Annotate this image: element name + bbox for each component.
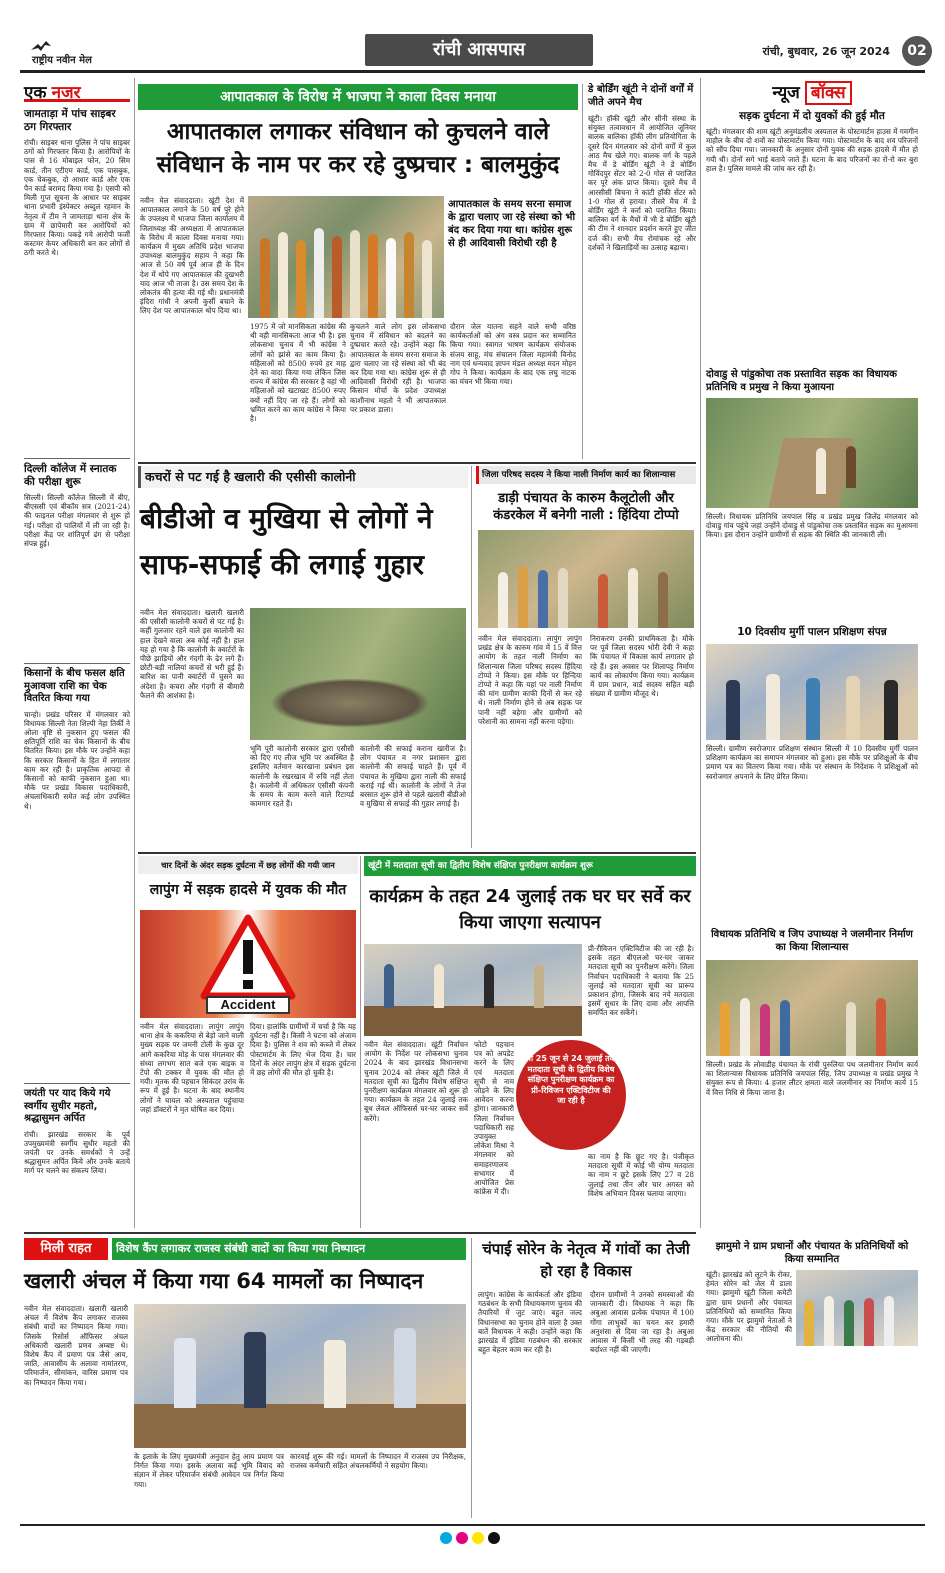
person-figure [824,1296,834,1346]
story6-headline: खलारी अंचल में किया गया 64 मामलों का निष्पादन [24,1269,424,1293]
column-rule [134,78,135,1228]
section-title-bar [365,34,593,66]
story2-headline: बीडीओ व मुखिया से लोगों ने साफ-सफाई की लगाई गुहार [140,502,433,581]
person-figure [386,238,396,318]
column-rule [471,1238,472,1518]
story3-kicker [476,466,696,484]
person-figure [394,1328,416,1408]
sidebar-item-body: सिल्ली। सिल्ली कॉलेज सिल्ली में बीए, बीएससी एवं बीकॉम सत्र (2021-24) की फाइनल परीक्षा मंगलवार से शुरू हो गई। परीक्षा दो पालियों में ली जा रही है। परीक्षा केंद्र पर शांतिपूर्ण ढंग से परीक्षा संपन्न हुई। [24,493,130,549]
page-number: 02 [907,43,927,59]
meeting-table [364,1006,582,1036]
registration-dot [440,1532,452,1544]
color-registration-marks [440,1532,510,1546]
story5-photo [364,944,582,1036]
column-rule [471,466,472,848]
story7-body-col2: दौरान ग्रामीणों ने उनको समस्याओं की जानकारी दी। विधायक ने कहा कि अबुआ आवास प्रत्येक पंचायत में 100 गोंगा लाभुकों का चयन कर हमारी अनुशंसा से दिया जा रहा है। अबुआ आवास में किसी भी तरह की गड़बड़ी बर्दाश्त नहीं की जाएगी। [590,1290,694,1355]
section-divider [24,1232,696,1234]
person-figure [518,566,528,628]
accident-graphic [140,910,356,1018]
person-figure [244,1332,266,1408]
newsbox-item [706,110,918,365]
sports-headline [588,84,696,109]
section-divider [138,462,696,464]
person-figure [484,964,494,1008]
footer-rule [20,1524,925,1526]
newsbox-item-body: सिल्ली। ग्रामीण स्वरोजगार प्रशिक्षण संस्थान सिल्ली में 10 दिवसीय मुर्गी पालन प्रशिक्षण कार्यक्रम का समापन मंगलवार को हुआ। इस मौके पर प्रशिक्षुओं के बीच प्रमाण पत्र का वितरण किया गया। मौके पर संस्थान के निदेशक ने प्रशिक्षुओं को स्वरोजगार अपनाने के लिए प्रेरित किया। [706,744,918,781]
newsbox-photo [796,1270,918,1346]
newsbox-header [706,80,918,102]
sports-headline-text: डे बोर्डिंग खूंटी ने दोनों वर्गों में जीते अपने मैच [588,84,694,108]
newsbox-item-body-continued [706,1350,918,1518]
person-figure [332,236,342,318]
story3-kicker-text: जिला परिषद सदस्य ने किया नाली निर्माण कार्य का शिलान्यास [482,470,676,480]
registration-dot [472,1532,484,1544]
story6-kicker: विशेष कैंप लगाकर राजस्व संबंधी वादों का किया गया निष्पादन [112,1238,466,1260]
accident-sign [206,996,290,1014]
story1-body-col1: नवीन मेल संवाददाता। खूंटी देश में आपातकाल लगाने के 50 वर्ष पूरे होने के उपलक्ष्य में भाजपा जिला कार्यालय में जिलाध्यक्ष की अध्यक्षता में आपातकाल के विरोध में काला दिवस मनाया गया। कार्यक्रम में मुख्य अतिथि प्रदेश भाजपा उपाध्यक्ष बालमुकुंद सहाय ने कहा कि आज से 50 वर्ष पूर्व आज ही के दिन देश में थोपे गए आपातकाल की दुखभरी याद आज भी ताजा है। उस समय देश के लोकतंत्र की हत्या की गई थी। प्रधानमंत्री इंदिरा गांधी ने अपनी कुर्सी बचाने के लिए देश पर आपातकाल थोप दिया था। [140,196,244,316]
office-table [134,1404,466,1448]
story4-kicker [138,856,358,874]
story3-body-col1: नवीन मेल संवाददाता। लापुंग लापुंग प्रखंड क्षेत्र के कारुम गांव में 15 वें वित्त आयोग के तहत नाली निर्माण का शिलान्यास जिला परिषद सदस्य हिंदिया टोप्पो ने किया। इस मौके पर हिन्दिया टोप्पो ने कहा कि यहां पर नाली निर्माण की मांग ग्रामीण काफी दिनों से कर रहे थे। नाली निर्माण होने से अब सड़क पर पानी नहीं बहेगा और ग्रामीणों को परेशानी का सामना नहीं करना पड़ेगा। [478,634,582,726]
newsbox-label-main: न्यूज [772,83,800,103]
sidebar-item [24,1088,130,1250]
person-figure [816,448,826,494]
person-figure [350,230,360,318]
person-figure [628,568,638,628]
story6-body-col3: कारवाई शुरू की गई। मामलों के निष्पादन में राजस्व उप निरीक्षक, राजस्व कर्मचारी सहित अंचलकर्मियों ने सहयोग किया। [290,1452,466,1471]
person-figure [846,446,856,488]
column-rule [360,856,361,1228]
sidebar-item-headline: जामताड़ा में पांच साइबर ठग गिरफ्तार [24,108,116,133]
newsbox-item-headline: सड़क दुर्घटना में दो युवकों की हुई मौत [739,110,885,122]
person-figure [534,964,544,1008]
person-figure [384,964,394,1008]
paper-name: राष्ट्रीय नवीन मेल [32,55,92,66]
newsbox-label-accent: बॉक्स [805,81,852,105]
person-figure [404,232,414,318]
paper-logo-icon [30,39,52,53]
person-figure [806,678,820,740]
newsbox-item-body: खूंटी। मंगलवार की शाम खूंटी अनुमंडलीय अस्पताल के पोस्टमार्टम हाउस में गमगीन माहौल के बीच दो शवों का पोस्टमार्टम किया गया। पोस्टमार्टम के बाद शव परिजनों को सौंप दिया गया। जानकारी के अनुसार दोनों युवक की सड़क हादसे में मौत हो गयी थी। दोनों सगे भाई बताये जाते हैं। घटना के बाद परिजनों का रो-रो कर बुरा हाल है। पुलिस मामले की जांच कर रही है। [706,127,918,173]
story5-callout-text: मी 25 जून से 24 जुलाई तक मतदाता सूची के द्वितीय विशेष संक्षिप्त पुनरीक्षण कार्यक्रम का प्री-रिविजन एक्टिविटीज की जा रही है [526,1054,616,1105]
section-divider [138,852,696,854]
story7-body-col1: लापुंग। कांग्रेस के कार्यकर्ता और इंडिया गठबंधन के सभी विधायकगण चुनाव की तैयारियों में जुट जाएं। बहुत जल्द विधानसभा का चुनाव होने वाला है उक्त बातें विधायक ने कही। उन्होंने कहा कि झारखंड में इंडिया गठबंधन की सरकार बहुत बेहतर काम कर रही है। [478,1290,582,1355]
story2-body-col1: नवीन मेल संवाददाता। खलारी खलारी की एसीसी कालोनी कचरों से पट गई है। कहीं गुलजार रहने वाले इस कालोनी का हाल देखने वाला अब कोई नहीं है। हाल यह हो गया है कि कालोनी के क्वार्टरों के पीछे झाड़ियों और गंदगी के ढेर लगे हैं। छोटी-बड़ी नालियां कचरों से भरी हुई हैं। बारिश का पानी क्वार्टरों में घुसने का अंदेशा है। कचरा और गंदगी से बीमारी फैलने की आशंका है। [140,608,244,700]
sports-body: खूंटी। हॉकी खूंटी और सीनी संस्था के संयुक्त तत्वावधान में आयोजित जूनियर बालक बालिका हॉकी लीग प्रतियोगिता के दूसरे दिन मंगलवार को दोनों वर्गों में कुल आठ मैच खेले गए। बालक वर्ग के पहले मैच में डे बोर्डिंग खूंटी ने डे बोर्डिंग गोविंदपुर सेंटर को 2-0 गोल से पराजित कर पूरे अंक प्राप्त किया। दूसरे मैच में आरसीसी बिचना ने कांटी हॉकी सेंटर को 1-0 गोल से हराया। तीसरे मैच में डे बोर्डिंग खूंटी ने कर्रा को पराजित किया। बालिका वर्ग के मैचों में भी डे बोर्डिंग खूंटी की टीम ने शानदार प्रदर्शन करते हुए जीत दर्ज की। सभी मैच रोमांचक रहे और दर्शकों ने खिलाड़ियों का उत्साह बढ़ाया। [588,114,696,252]
sidebar-item-headline: दिल्ली कॉलेज में स्नातक की परीक्षा शुरू [24,463,117,488]
garbage-pile [270,678,430,728]
story1-banner: आपातकाल के विरोध में भाजपा ने काला दिवस मनाया [138,84,578,110]
story6-photo [134,1304,466,1448]
person-figure [766,674,780,740]
story6-body-col1: नवीन मेल संवाददाता। खलारी खलारी अंचल में विशेष कैंप लगाकर राजस्व संबंधी वादों का निष्पादन किया गया। जिसके रिसोर्स ऑफिसर अंचल अधिकारी खलारी प्रणव अम्बष्ट थे। विशेष कैंप में प्रमाण पत्र जैसे आय, जाति, आवासीय के अलावा नामांतरण, परिमार्जन, सीमांकन, वारिस प्रमाण पत्र का निष्पादन किया गया। [24,1304,128,1387]
newsbox-item [706,368,918,394]
person-figure [434,964,444,1008]
sidebar-item [24,463,130,643]
person-figure [780,1000,790,1056]
person-figure [876,998,886,1056]
story3-photo [478,530,694,628]
story6-label-text: मिली राहत [40,1241,92,1256]
newsbox-item-body: सिल्ली। विधायक प्रतिनिधि जयपाल सिंह व प्रखंड प्रमुख जिलेंद्र मंगलवार को दोवाडु गांव पहुंचे जहां उन्होंने दोवाडु से पांडुकोचा तक प्रस्तावित सड़क का मुआयना किया। इस दौरान उन्होंने ग्रामीणों से सड़क की स्थिति की जानकारी ली। [706,512,918,540]
newsbox-item-body: सिल्ली। प्रखंड के लोवाडीह पंचायत के रांची पुरुलिया पथ जलमीनार निर्माण कार्य का शिलान्यास विधायक प्रतिनिधि जयपाल सिंह, जिप उपाध्यक्ष व प्रखंड प्रमुख ने संयुक्त रूप से किया। 4 हजार लीटर क्षमता वाले जलमीनार का निर्माण कार्य 15 वें वित्त निधि से किया जाना है। [706,1060,918,1097]
newsbox-item-headline: विधायक प्रतिनिधि व जिप उपाध्यक्ष ने जलमीनार निर्माण का किया शिलान्यास [711,929,913,953]
person-figure [296,240,306,318]
person-figure [804,1300,814,1346]
newsbox-item-headline: 10 दिवसीय मुर्गी पालन प्रशिक्षण संपन्न [737,626,887,638]
person-figure [720,1002,730,1056]
story6-body-col2: के इलाके के लिए मुख्यमंत्री अनुदान हेतु आय प्रमाण पत्र निर्गत किया गया। इसके अलावा कई भूमि विवाद को संज्ञान में लेकर परिमार्जन संबंधी आवेदन पत्र निर्गत किया गया। [134,1452,284,1489]
story6-label [24,1238,108,1260]
story1-headline: आपातकाल लगाकर संविधान को कुचलने वाले संविधान के नाम पर कर रहे दुष्प्रचार : बालमुकुंद [156,119,560,178]
story1-photo [248,196,444,318]
person-figure [558,568,568,628]
column-rule [700,78,701,1228]
person-figure [324,1340,346,1408]
person-figure [538,570,548,628]
sidebar-divider [24,1083,130,1084]
person-figure [760,1004,770,1056]
newsbox-item-body: खूंटी। झारखंड को लूटने के रोका, हेमंत सोरेन को जेल में डाला गया। झामुमो खूंटी जिला कमेटी द्वारा ग्राम प्रधानों और पंचायत प्रतिनिधियों को सम्मानित किया गया। मौके पर झामुमो नेताओं ने केंद्र सरकार की नीतियों की आलोचना की। [706,1270,792,1344]
story2-body-col2: भूमि पूरी कालोनी सरकार द्वारा एसीसी को दिए गए लीज भूमि पर अवस्थित है इसलिए वर्तमान कारखाना प्रबंधन इस कालोनी के रखरखाव में रुचि नहीं लेता है। कालोनी में अधिकतर एसीसी कंपनी के समय के काम करने वाले रिटायर्ड कामगार रहते हैं। [250,744,354,809]
registration-dot [456,1532,468,1544]
newsbox-photo [706,960,918,1056]
person-figure [260,238,270,318]
person-figure [864,1298,874,1346]
story1-pullquote [448,198,578,316]
person-figure [278,232,288,318]
person-figure [498,572,508,628]
story4-kicker-text: चार दिनों के अंदर सड़क दुर्घटना में छह लोगों की गयी जान [161,860,335,870]
story4-body-col1: नवीन मेल संवाददाता। लापुंग लापुंग थाना क्षेत्र के ककरिया से बेड़ो जाने वाली मुख्य सड़क पर जमनी टोली के कुछ दूर आगे ककरिया मोड़ के पास मंगलवार की संध्या लगभग सात बजे एक बाइक व टेंपो की टक्कर में युवक की मौत हो गयी। मृतक की पहचान सिकंदर उरांव के रूप में हुई है। घटना के बाद स्थानीय लोगों ने घायल को अस्पताल पहुंचाया जहां डॉक्टरों ने मृत घोषित कर दिया। [140,1022,244,1114]
story2-photo [250,608,466,740]
story5-kicker: खूंटी में मतदाता सूची का द्वितीय विशेष संक्षिप्त पुनरीक्षण कार्यक्रम शुरू [364,856,696,876]
story5-headline: कार्यक्रम के तहत 24 जुलाई तक घर घर सर्वे कर किया जाएगा सत्यापन [369,886,691,933]
page-number-badge [902,36,932,66]
story3-body-col2: निराकरण उनकी प्राथमिकता है। मौके पर पूर्व जिला सदस्य भोरी देवी ने कहा कि पंचायत में विकास कार्य लगातार हो रहे हैं। इस अवसर पर शिलापट्ट निर्माण कार्य का लोकार्पण किया गया। कार्यक्रम में ग्राम प्रधान, वार्ड सदस्य सहित बड़ी संख्या में ग्रामीण मौजूद थे। [590,634,694,699]
person-figure [368,234,378,318]
sidebar-item-body: चान्हो। प्रखंड परिसर में मंगलवार को विधायक सिल्ली नेता शिल्पी नेहा तिर्की ने ओला वृष्टि से नुकसान हुए फसल की क्षतिपूर्ति राशि का चेक किसानों के बीच वितरित किया। इस मौके पर उन्होंने कहा कि सरकार किसानों के हित में लगातार काम कर रही है। प्राकृतिक आपदा से किसानों को काफी नुकसान हुआ था। मौके पर प्रखंड विकास पदाधिकारी, अंचलाधिकारी समेत कई लोग उपस्थित थे। [24,709,130,811]
sidebar-item-body: रांची। साइबर थाना पुलिस ने पांच साइबर ठगों को गिरफ्तार किया है। आरोपियों के पास से 16 मोबाइल फोन, 20 सिम कार्ड, तीन एटीएम कार्ड, एक पासबुक, एक चेकबुक, दो आधार कार्ड और एक पैन कार्ड बरामद किया गया है। एसपी को मिली गुप्त सूचना के आधार पर साइबर थाना प्रभारी इंस्पेक्टर अब्दुल रहमान के नेतृत्व में टीम ने जामताड़ा थाना क्षेत्र के ग्राम में छापेमारी कर आरोपियों को गिरफ्तार किया। पकड़े गये आरोपी फर्जी कस्टमर केयर अधिकारी बन कर लोगों से ठगी करते थे। [24,138,130,258]
story4-body-col2: दिया। हालांकि ग्रामीणों में चर्चा है कि यह दुर्घटना नहीं है। किसी ने घटना को अंजाम दिया है। पुलिस ने शव को कब्जे में लेकर पोस्टमार्टम के लिए भेज दिया है। चार दिनों के अंदर लापुंग क्षेत्र में सड़क दुर्घटना में छह लोगों की मौत हो चुकी है। [250,1022,356,1078]
person-figure [314,228,324,318]
sidebar-item [24,668,130,1070]
accident-sign-text: Accident [220,997,276,1012]
story4-headline: लापुंग में सड़क हादसे में युवक की मौत [149,882,347,898]
story5-body-top: प्री-रीविजन एक्टिविटीज की जा रही है। इसके तहत बीएलओ घर-घर जाकर मतदाता सूची का पुनरीक्षण करेंगे। जिला निर्वाचन पदाधिकारी ने बताया कि 25 जुलाई को मतदाता सूची का प्रारूप प्रकाशन होगा, जिसके बाद नये मतदाता इसमें सुधार के लिए दावा और आपत्ति समर्पित कर सकेंगे। [588,944,694,1018]
person-figure [846,676,860,740]
story1-body-col4: दौरान जेल यातना सहने वाले सभी वरिष्ठ कार्यकर्ताओं को अंग वस्त्र प्रदान कर सम्मानित किया गया। स्वागत भाषण कार्यक्रम संयोजक संजय साहू, मंच संचालन जिला महामंत्री विनोद नाग एवं धन्यवाद ज्ञापन मंडल अध्यक्ष मदन मोहन गोप ने किया। कार्यक्रम के बाद एक लघु नाटक का मंचन भी किया गया। [450,322,576,387]
story7-headline: चंपाई सोरेन के नेतृत्व में गांवों का तेजी हो रहा है विकास [482,1240,690,1280]
story5-callout [516,1040,626,1150]
sidebar-divider [24,663,130,664]
story2-body-col3: कालोनी की सफाई कराना खारीज है। लोग पंचायत व नगर प्रशासन द्वारा कालोनी की सफाई चाहते हैं। पूर्व में पंचायत के मुखिया द्वारा नाली की सफाई कराई गई थी। कालोनी के लोगों ने तेज बरसात शुरू होने से पहले खलारी बीडीओ व मुखिया से सफाई की गुहार लगाई है। [360,744,466,809]
sidebar-item-headline: किसानों के बीच फसल क्षति मुआवजा राशि का चेक वितरित किया गया [24,668,125,704]
person-figure [844,1300,854,1346]
story5-body-col1: नवीन मेल संवाददाता। खूंटी निर्वाचन आयोग के निर्देश पर लोकसभा चुनाव 2024 के बाद झारखंड विधानसभा चुनाव 2024 को लेकर खूंटी जिले में मतदाता सूची का द्वितीय विशेष संक्षिप्त पुनरीक्षण कार्यक्रम मंगलवार को शुरू हो गया। कार्यक्रम के तहत 24 जुलाई तक बूथ लेवल ऑफिसर्स घर-घर जाकर सर्वे करेंगे। [364,1040,468,1123]
story1-pullquote-text: आपातकाल के समय सरना समाज के द्वारा चलाए जा रहे संस्था को भी बंद कर दिया गया था। कांग्रेस शुरू से ही आदिवासी विरोधी रही है [448,199,576,249]
sidebar-label-accent: नजर [51,83,81,103]
person-figure [726,680,740,740]
warning-triangle-icon [200,914,296,1000]
person-figure [846,1002,856,1056]
sidebar-divider [24,458,130,459]
person-figure [884,680,898,740]
story5-body-col3: का नाम है कि छूट गए है। पंजीकृत मतदाता सूची में कोई भी योग्य मतदाता का नाम न छूटे इसके लिए 27 व 28 जुलाई तथा तीन और चार अगस्त को विशेष अभियान दिवस चलाया जाएगा। [588,1152,694,1198]
column-rule [582,84,583,459]
masthead-rule [20,70,925,73]
sidebar-header [24,80,130,102]
story5-body-col2: फोटो पहचान पत्र को अपडेट करने के लिए एवं मतदाता सूची से नाम जोड़ने के लिए आवेदन करना होगा। जानकारी जिला निर्वाचन पदाधिकारी सह उपायुक्त लोकेश मिश्रा ने मंगलवार को समाहरणालय सभागार में आयोजित प्रेस कांफ्रेंस में दी। [474,1040,514,1197]
person-figure [884,1296,894,1346]
person-figure [174,1338,196,1408]
registration-dot [488,1532,500,1544]
date-line: रांची, बुधवार, 26 जून 2024 [762,45,890,58]
newsbox-photo [706,398,918,508]
story1-body-col2: 1975 में जो मानसिकता कांग्रेस की थी वही मानसिकता आज भी है। इस लोकसभा चुनाव में भी कांग्रेस ने लोगों को झांसे का काम किया है। महिलाओं को 8500 रुपये हर माह देने का वादा किया गया लेकिन जिस राज्य में कांग्रेस की सरकार है वहां भी महिलाओं को खटाखट 8500 रुपए क्यों नहीं दिए जा रहे हैं। लोगों को भ्रमित करने का काम कांग्रेस ने किया है। [250,322,346,424]
newsbox-item-headline: दोवाडु से पांडुकोचा तक प्रस्तावित सड़क का विधायक प्रतिनिधि व प्रमुख ने किया मुआयना [706,369,897,393]
sidebar-item-body: रांची। झारखंड सरकार के पूर्व उपमुख्यमंत्री स्वर्गीय सुधीर महतो की जयंती पर उनके समर्थकों ने उन्हें श्रद्धासुमन अर्पित किये और उनके बताये मार्ग पर चलने का संकल्प लिया। [24,1129,130,1176]
story3-headline: डाड़ी पंचायत के कारुम कैलूटोली और कंडरकेल में बनेगी नाली : हिंदिया टोप्पो [493,491,679,523]
newsbox-item-headline: झामुमो ने ग्राम प्रधानों और पंचायत के प्रतिनिधियों को किया सम्मानित [715,1241,909,1265]
person-figure [422,240,432,318]
sidebar-item [24,108,130,468]
section-title: रांची आसपास [432,39,525,60]
masthead [20,34,925,68]
sidebar-label-main: एक [24,83,47,103]
newsbox-photo [706,644,918,740]
person-figure [598,574,608,628]
story1-body-col3: कुचलने वाले लोग इस लोकसभा चुनाव में संविधान को बदलने का दुष्प्रचार करते रहे। उन्होंने कहा कि आपातकाल के समय सरना समाज के द्वारा चलाए जा रहे संस्था को भी बंद कर दिया गया था। कांग्रेस शुरू से ही आदिवासी विरोधी रही है। भाजपा किसान मोर्चा के प्रदेश उपाध्यक्ष काशीनाथ महतो ने भी आपातकाल पर प्रकाश डाला। [350,322,446,414]
sidebar-item-headline: जयंती पर याद किये गये स्वर्गीय सुधीर महतो, श्रद्धासुमन अर्पित [24,1088,111,1124]
road-path [769,438,854,508]
person-figure [658,572,668,628]
story2-banner: कचरों से पट गई है खलारी की एसीसी कालोनी [138,466,468,488]
person-figure [740,998,750,1056]
